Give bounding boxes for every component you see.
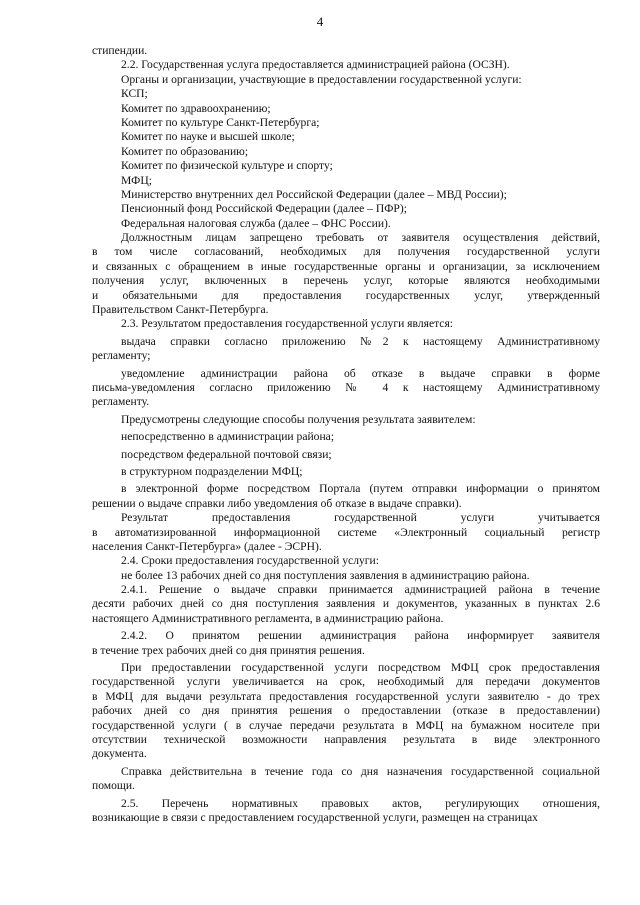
paragraph (92, 202, 600, 216)
paragraph (92, 87, 600, 101)
text-line: Предусмотрены следующие способы получения результата заявителем: (121, 412, 476, 426)
text-line: регламенту. (92, 395, 150, 409)
paragraph (92, 430, 600, 444)
text-line: государственной услуги ( в случае передачи результата в МФЦ на бумажном носителе при (92, 718, 600, 732)
text-line: 2.5. Перечень нормативных правовых актов, регулирующих отношения, (121, 796, 600, 810)
paragraph (92, 482, 600, 511)
paragraph (92, 413, 600, 427)
text-line: Министерство внутренних дел Российской Федерации (далее – МВД России); (121, 187, 507, 201)
text-line: МФЦ; (121, 173, 152, 187)
text-line: и обязательными для предоставления государственных услуг, утвержденный (92, 288, 600, 302)
text-line: в том числе согласований, необходимых для получения государственной услуги (92, 245, 600, 259)
paragraph (92, 145, 600, 159)
text-line: Комитет по образованию; (121, 144, 249, 158)
text-line: Комитет по культуре Санкт-Петербурга; (121, 115, 320, 129)
text-line: в течение трех рабочих дней со дня принятия решения. (92, 643, 365, 657)
text-line: выдача справки согласно приложению №2 к настоящему Административному (121, 334, 600, 348)
paragraph (92, 511, 600, 554)
text-line: в электронной форме посредством Портала (путем отправки информации о принятом (121, 482, 600, 496)
text-line: 2.4.2. О принятом решении администрация района информирует заявителя (121, 629, 600, 643)
text-line: Комитет по здравоохранению; (121, 101, 271, 115)
text-line: 2.3. Результатом предоставления государственной услуги является: (121, 317, 454, 331)
paragraph (92, 797, 600, 826)
text-line: в МФЦ для выдачи результата предоставления государственной услуги заявителю - до трех (92, 689, 600, 703)
text-line: Справка действительна в течение года со дня назначения государственной социальной (121, 764, 600, 778)
paragraph (92, 765, 600, 794)
paragraph (92, 130, 600, 144)
paragraph (92, 116, 600, 130)
text-line: стипендии. (92, 44, 148, 57)
paragraph (92, 58, 600, 72)
text-line: 2.4.1. Решение о выдаче справки принимается администрацией района в течение (121, 583, 600, 597)
text-line: посредством федеральной почтовой связи; (121, 447, 332, 461)
text-line: решении о выдаче справки либо уведомления об отказе в выдаче справки). (92, 496, 462, 510)
paragraph (92, 217, 600, 231)
paragraph (92, 102, 600, 116)
paragraph (92, 44, 600, 58)
paragraph (92, 188, 600, 202)
text-line: документа. (92, 747, 147, 761)
text-line: непосредственно в администрации района; (121, 430, 335, 444)
text-line: не более 13 рабочих дней со дня поступления заявления в администрацию района. (121, 568, 530, 582)
paragraph (92, 629, 600, 658)
text-line: 2.2. Государственная услуга предоставляется администрацией района (ОСЗН). (121, 58, 510, 72)
document-body (92, 44, 600, 825)
paragraph (92, 448, 600, 462)
text-line: отсутствии технической возможности направления результата в виде электронного (92, 732, 600, 746)
text-line: Комитет по физической культуре и спорту; (121, 159, 333, 173)
text-line: и связанных с обращением в иные государственные органы и организации, за исключением (92, 259, 600, 273)
text-line: населения Санкт-Петербурга» (далее - ЭСРН). (92, 539, 322, 553)
text-line: Правительством Санкт-Петербурга. (92, 303, 269, 317)
text-line: настоящего Административного регламента, в администрацию района. (92, 611, 444, 625)
text-line: Результат предоставления государственной услуги учитывается (121, 511, 600, 525)
paragraph (92, 335, 600, 364)
paragraph (92, 465, 600, 479)
text-line: 2.4. Сроки предоставления государственной услуги: (121, 554, 379, 568)
text-line: в автоматизированной информационной системе «Электронный социальный регистр (92, 525, 600, 539)
text-line: Федеральная налоговая служба (далее – ФНС России). (121, 216, 391, 230)
text-line: Должностным лицам запрещено требовать от заявителя осуществления действий, (121, 231, 600, 245)
paragraph (92, 159, 600, 173)
paragraph (92, 367, 600, 410)
text-line: государственной услуги увеличивается на срок, необходимый для передачи документов (92, 675, 600, 689)
paragraph (92, 661, 600, 762)
paragraph (92, 317, 600, 331)
paragraph (92, 583, 600, 626)
text-line: письма-уведомления согласно приложению № 4 к настоящему Административному (92, 380, 600, 394)
text-line: получения услуг, включенных в перечень услуг, которые являются необходимыми (92, 274, 600, 288)
text-line: десяти рабочих дней со дня поступления заявления и документов, указанных в пунктах 2.6 (92, 597, 600, 611)
page-number: 4 (316, 14, 324, 29)
text-line: рабочих дней со дня принятия решения о предоставлении (отказе в предоставлении) (92, 704, 600, 718)
text-line: возникающие в связи с предоставлением государственной услуги, размещен на страницах (92, 810, 538, 824)
text-line: Пенсионный фонд Российской Федерации (далее – ПФР); (121, 202, 407, 216)
text-line: Комитет по науке и высшей школе; (121, 130, 295, 144)
paragraph (92, 554, 600, 568)
paragraph (92, 73, 600, 87)
text-line: КСП; (121, 87, 148, 101)
text-line: регламенту; (92, 349, 151, 363)
paragraph (92, 174, 600, 188)
paragraph (92, 569, 600, 583)
paragraph (92, 231, 600, 317)
text-line: Органы и организации, участвующие в предоставлении государственной услуги: (121, 72, 522, 86)
text-line: При предоставлении государственной услуги посредством МФЦ срок предоставления (121, 661, 600, 675)
text-line: в структурном подразделении МФЦ; (121, 464, 303, 478)
text-line: уведомление администрации района об отказе в выдаче справки в форме (121, 366, 600, 380)
text-line: помощи. (92, 779, 135, 793)
